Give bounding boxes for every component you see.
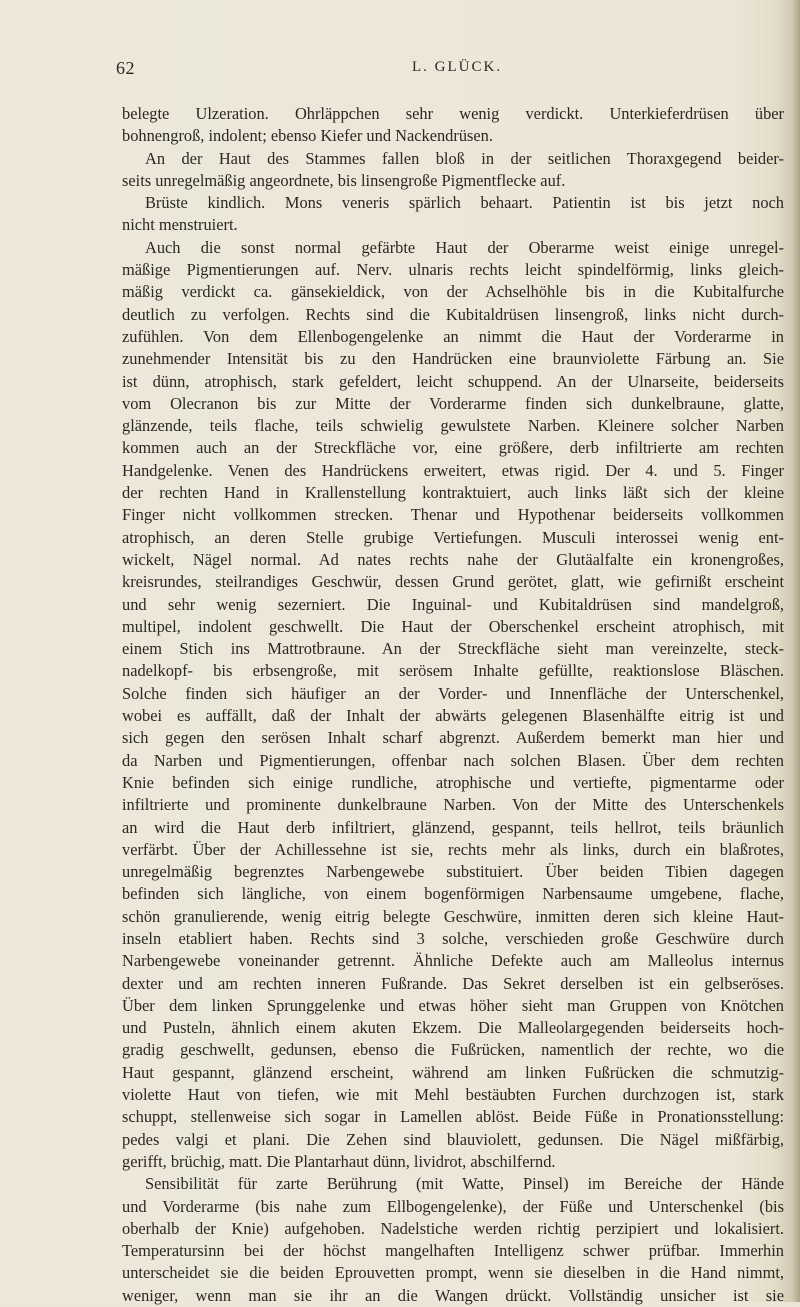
text-line: atrophisch, an deren Stelle grubige Vertiefungen. Musculi interossei wenig ent- xyxy=(122,527,784,547)
text-line: unregelmäßig begrenztes Narbengewebe substituiert. Über beiden Tibien dagegen xyxy=(122,862,784,882)
text-line: verfärbt. Über der Achillessehne ist sie, rechts mehr als links, durch ein blaßrotes, xyxy=(122,839,784,859)
text-line: vom Olecranon bis zur Mitte der Vorderarme finden sich dunkelbraune, glatte, xyxy=(122,393,784,413)
text-line: Handgelenke. Venen des Handrückens erweitert, etwas rigid. Der 4. und 5. Finger xyxy=(122,460,784,480)
text-line: seits unregelmäßig angeordnete, bis linsengroße Pigmentflecke auf. xyxy=(122,170,566,190)
text-line: gerifft, brüchig, matt. Die Plantarhaut dünn, lividrot, abschilfernd. xyxy=(122,1151,556,1171)
text-line: Sensibilität für zarte Berührung (mit Watte, Pinsel) im Bereiche der Hände xyxy=(145,1174,784,1194)
text-line: sich gegen den serösen Inhalt scharf abgrenzt. Außerdem bemerkt man hier und xyxy=(122,728,784,748)
page-header xyxy=(116,58,716,82)
text-line: mäßig verdickt ca. gänsekieldick, von der Achselhöhle bis in die Kubitalfurche xyxy=(122,282,784,302)
text-line: pedes valgi et plani. Die Zehen sind blauviolett, gedunsen. Die Nägel mißfärbig, xyxy=(122,1129,784,1149)
text-line: Brüste kindlich. Mons veneris spärlich behaart. Patientin ist bis jetzt noch xyxy=(145,193,784,213)
body-text xyxy=(122,103,784,1305)
text-line: kreisrundes, steilrandiges Geschwür, dessen Grund gerötet, glatt, wie gefirnißt erscheint xyxy=(122,572,784,592)
text-line: An der Haut des Stammes fallen bloß in der seitlichen Thoraxgegend beider- xyxy=(145,148,784,168)
text-line: kommen auch an der Streckfläche vor, eine größere, derb infiltrierte am rechten xyxy=(122,438,784,458)
text-line: bohnengroß, indolent; ebenso Kiefer und Nackendrüsen. xyxy=(122,126,493,146)
page-edge-shadow xyxy=(792,0,800,1302)
text-line: wobei es auffällt, daß der Inhalt der abwärts gelegenen Blasenhälfte eitrig ist und xyxy=(122,706,784,726)
text-line: glänzende, teils flache, teils schwielig gewulstete Narben. Kleinere solcher Narben xyxy=(122,416,784,436)
text-line: belegte Ulzeration. Ohrläppchen sehr wenig verdickt. Unterkieferdrüsen über xyxy=(122,104,784,123)
text-line: infiltrierte und prominente dunkelbraune Narben. Von der Mitte des Unterschenkels xyxy=(122,795,784,815)
text-line: violette Haut von tiefen, wie mit Mehl bestäubten Furchen durchzogen ist, stark xyxy=(122,1085,784,1105)
text-line: Solche finden sich häufiger an der Vorder- und Innenfläche der Unterschenkel, xyxy=(122,683,784,703)
text-line: an wird die Haut derb infiltriert, glänzend, gespannt, teils hellrot, teils bräunlich xyxy=(122,817,784,837)
text-line: und Vorderarme (bis nahe zum Ellbogengelenke), der Füße und Unterschenkel (bis xyxy=(122,1196,784,1216)
text-line: und sehr wenig sezerniert. Die Inguinal- und Kubitaldrüsen sind mandelgroß, xyxy=(122,594,784,614)
text-line: und Pusteln, ähnlich einem akuten Ekzem. Die Malleolargegenden beiderseits hoch- xyxy=(122,1018,784,1038)
text-line: nicht menstruiert. xyxy=(122,215,238,235)
text-line: inseln etabliert haben. Rechts sind 3 solche, verschieden große Geschwüre durch xyxy=(122,928,784,948)
text-line: schön granulierende, wenig eitrig belegte Geschwüre, inmitten deren sich kleine Haut- xyxy=(122,906,784,926)
text-line: einem Stich ins Mattrotbraune. An der Streckfläche sieht man vereinzelte, steck- xyxy=(122,639,784,659)
text-line: weniger, wenn man sie ihr an die Wangen drückt. Vollständig unsicher ist sie xyxy=(122,1285,784,1305)
page-number: 62 xyxy=(116,58,135,78)
text-line: Auch die sonst normal gefärbte Haut der Oberarme weist einige unregel- xyxy=(145,237,784,257)
text-line: Temperatursinn bei der höchst mangelhaften Intelligenz schwer prüfbar. Immerhin xyxy=(122,1241,784,1261)
text-line: schuppt, stellenweise sich sogar in Lamellen ablöst. Beide Füße in Pronationsstellung: xyxy=(122,1107,784,1127)
text-line: zunehmender Intensität bis zu den Handrücken eine braunviolette Färbung an. Sie xyxy=(122,349,784,369)
text-line: wickelt, Nägel normal. Ad nates rechts nahe der Glutäalfalte ein kronengroßes, xyxy=(122,549,784,569)
text-line: da Narben und Pigmentierungen, offenbar nach solchen Blasen. Über dem rechten xyxy=(122,750,784,770)
text-line: unterscheidet sie die beiden Eprouvetten prompt, wenn sie dieselben in die Hand nimmt, xyxy=(122,1263,784,1283)
text-line: Haut gespannt, glänzend erscheint, während am linken Fußrücken die schmutzig- xyxy=(122,1062,784,1082)
text-line: Über dem linken Sprunggelenke und etwas höher sieht man Gruppen von Knötchen xyxy=(122,995,784,1015)
text-line: dexter und am rechten inneren Fußrande. Das Sekret derselben ist ein gelbseröses. xyxy=(122,973,784,993)
text-line: deutlich zu verfolgen. Rechts sind die Kubitaldrüsen linsengroß, links nicht durch- xyxy=(122,304,784,324)
text-line: Narbengewebe voneinander getrennt. Ähnliche Defekte auch am Malleolus internus xyxy=(122,951,784,971)
text-line: oberhalb der Knie) aufgehoben. Nadelstiche werden richtig perzipiert und lokalisiert. xyxy=(122,1218,784,1238)
text-line: befinden sich längliche, von einem bogenförmigen Narbensaume umgebene, flache, xyxy=(122,884,784,904)
running-head: L. GLÜCK. xyxy=(412,59,503,75)
text-line: zufühlen. Von dem Ellenbogengelenke an nimmt die Haut der Vorderarme in xyxy=(122,326,784,346)
text-line: multipel, indolent geschwellt. Die Haut der Oberschenkel erscheint atrophisch, mit xyxy=(122,616,784,636)
text-line: nadelkopf- bis erbsengroße, mit serösem Inhalte gefüllte, reaktionslose Bläschen. xyxy=(122,661,784,681)
text-line: mäßige Pigmentierungen auf. Nerv. ulnaris rechts leicht spindelförmig, links gleich- xyxy=(122,260,784,280)
text-line: Knie befinden sich einige rundliche, atrophische und vertiefte, pigmentarme oder xyxy=(122,772,784,792)
text-line: gradig geschwellt, gedunsen, ebenso die Fußrücken, namentlich der rechte, wo die xyxy=(122,1040,784,1060)
text-line: ist dünn, atrophisch, stark gefeldert, leicht schuppend. An der Ulnarseite, beiderseits xyxy=(122,371,784,391)
text-line: Finger nicht vollkommen strecken. Thenar und Hypothenar beiderseits vollkommen xyxy=(122,505,784,525)
text-line: der rechten Hand in Krallenstellung kontraktuiert, auch links läßt sich der kleine xyxy=(122,483,784,503)
